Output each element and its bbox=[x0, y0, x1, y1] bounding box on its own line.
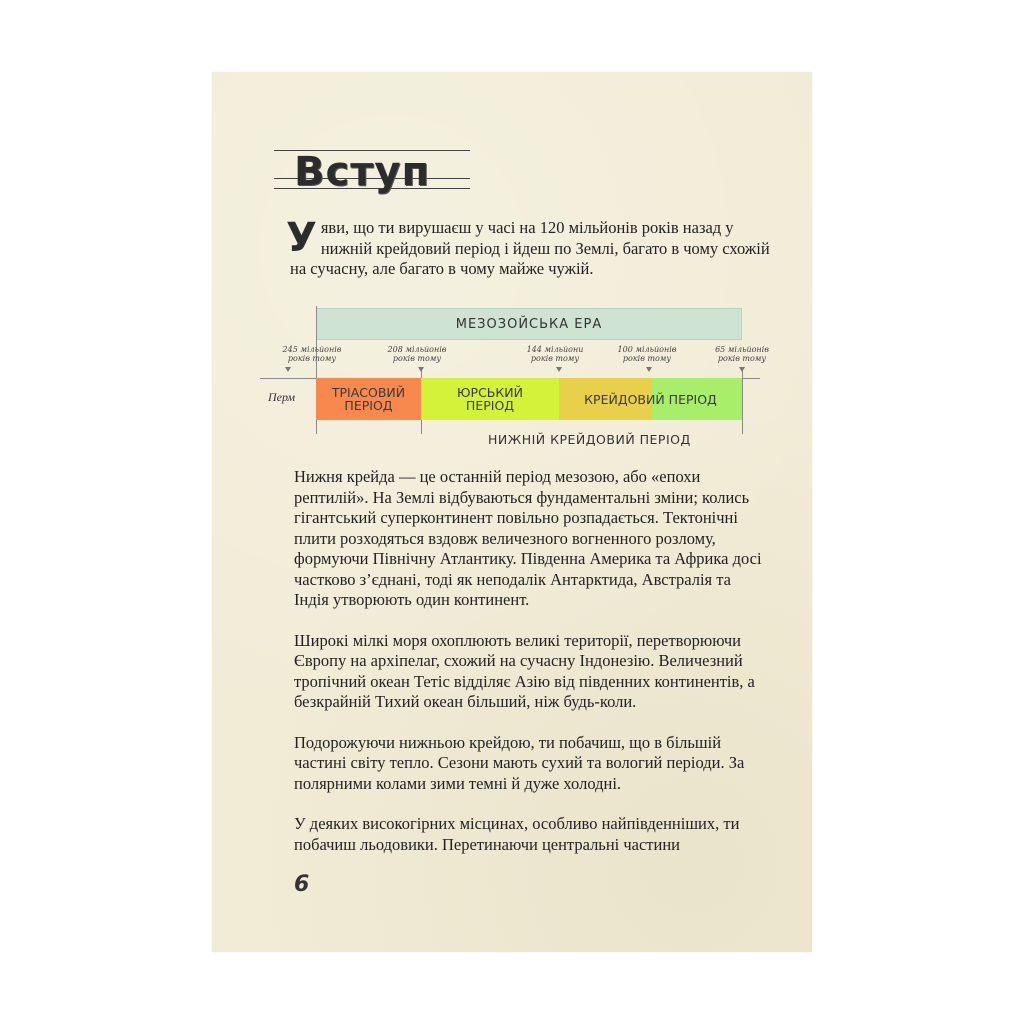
paragraph: Нижня крейда — це останній період мезозою, або «епохи рептилій». На Землі відбуваються фундаментальні зміни; колись гігантський суперконтинент повільно розпадається. Тектонічні плити розходяться вздовж величезного вогненного розлому, формуючи Північну Атлантику. Південна Америка та Африка досі частково з’єднані, тоді як неподалік Антарктида, Австралія та Індія утворюють один континент. bbox=[294, 467, 762, 609]
heading-block bbox=[274, 146, 472, 198]
tick-label-65: 65 мільйонів років тому bbox=[715, 345, 769, 363]
page-number: 6 bbox=[294, 872, 310, 897]
tick-label-208: 208 мільйонів років тому bbox=[387, 345, 447, 363]
paragraph: Широкі мілкі моря охоплюють великі території, перетворюючи Європу на архіпелаг, схожий на сучасну Індонезію. Величезний тропічний океан Тетіс відділяє Азію від південних континентів, а безкрайній Тихий океан більший, ніж будь-коли. bbox=[294, 630, 755, 711]
tick-label-245: 245 мільйонів років тому bbox=[282, 345, 342, 363]
lower-cretaceous-label: НИЖНІЙ КРЕЙДОВИЙ ПЕРІОД bbox=[488, 432, 691, 447]
cretaceous-period-label: КРЕЙДОВИЙ ПЕРІОД bbox=[584, 391, 717, 407]
tick-label-144: 144 мільйони років тому bbox=[526, 345, 584, 363]
intro-paragraph bbox=[286, 215, 770, 280]
jurassic-period: ЮРСЬКИЙ ПЕРІОД bbox=[421, 378, 559, 420]
tick-label-100: 100 мільйонів років тому bbox=[617, 345, 677, 363]
paragraph: Подорожуючи нижньою крейдою, ти побачиш, що в більшій частині світу тепло. Сезони мають сухий та вологий періоди. За полярними колами зими темні й дуже холодні. bbox=[294, 732, 745, 793]
mesozoic-era-bar: МЕЗОЗОЙСЬКА ЕРА bbox=[316, 308, 742, 340]
triassic-period: ТРІАСОВИЙ ПЕРІОД bbox=[316, 378, 421, 420]
paragraph: У деяких високогірних місцинах, особливо найпівденніших, ти побачиш льодовики. Перетинаючи центральні частини bbox=[294, 814, 740, 854]
book-page bbox=[212, 72, 812, 952]
tick-arrow-icon bbox=[739, 367, 745, 372]
tick-arrow-icon bbox=[418, 367, 424, 372]
tick-arrow-icon bbox=[646, 367, 652, 372]
page-title: Вступ bbox=[294, 149, 431, 195]
drop-cap: У bbox=[286, 215, 317, 261]
intro-text: яви, що ти вирушаєш у часі на 120 мільйонів років назад у нижній крейдовий період і йдеш по Землі, багато в чому схожій на сучасну, але багато в чому майже чужій. bbox=[290, 218, 770, 278]
tick-arrow-icon bbox=[285, 367, 291, 372]
body-text bbox=[294, 467, 768, 875]
tick-arrow-icon bbox=[556, 367, 562, 372]
perm-label: Перм bbox=[268, 390, 296, 404]
